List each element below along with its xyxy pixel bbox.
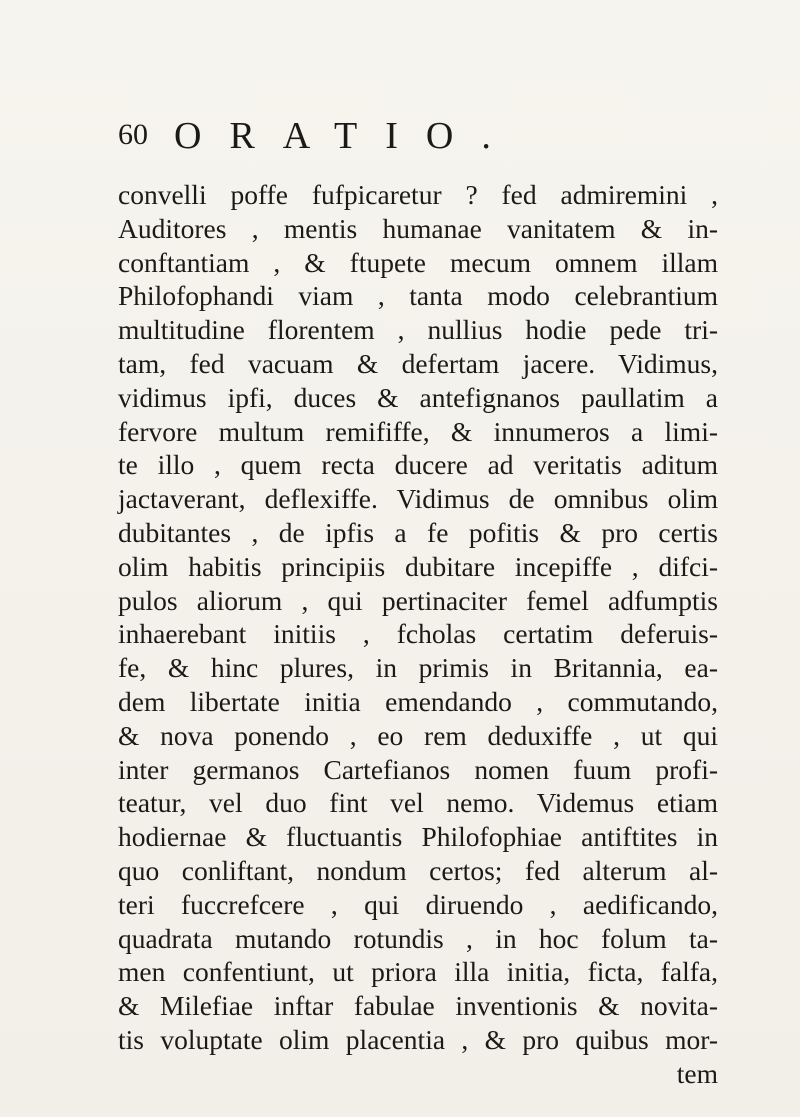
- text-line: quo conliftant, nondum certos; fed alterum al-: [118, 854, 718, 886]
- text-line: & nova ponendo , eo rem deduxiffe , ut qui: [118, 719, 718, 751]
- text-line: te illo , quem recta ducere ad veritatis aditum: [118, 449, 718, 481]
- text-line: olim habitis principiis dubitare incepiffe , difci-: [118, 550, 718, 582]
- text-line: Auditores , mentis humanae vanitatem & in-: [118, 212, 718, 244]
- text-line: convelli poffe fufpicaretur ? fed admiremini ,: [118, 179, 718, 210]
- text-line: dem libertate initia emendando , commutando,: [118, 685, 718, 717]
- text-line: conftantiam , & ftupete mecum omnem illam: [118, 246, 718, 278]
- running-title: ORATIO.: [174, 115, 519, 157]
- catchword: tem: [676, 1057, 718, 1089]
- text-line: fervore multum remififfe, & innumeros a limi-: [118, 415, 718, 447]
- text-line: tam, fed vacuam & defertam jacere. Vidimus,: [118, 347, 718, 379]
- page-header: [118, 114, 718, 162]
- text-line: quadrata mutando rotundis , in hoc folum ta-: [118, 922, 718, 954]
- text-line: Philofophandi viam , tanta modo celebrantium: [118, 280, 718, 312]
- text-line: inhaerebant initiis , fcholas certatim deferuis-: [118, 618, 718, 650]
- text-line: fe, & hinc plures, in primis in Britannia, ea-: [118, 652, 718, 684]
- text-line: hodiernae & fluctuantis Philofophiae antiftites in: [118, 821, 718, 853]
- text-line: tis voluptate olim placentia , & pro quibus mor-: [118, 1023, 718, 1055]
- text-line: teatur, vel duo fint vel nemo. Videmus etiam: [118, 787, 718, 819]
- text-line: jactaverant, deflexiffe. Vidimus de omnibus olim: [118, 483, 718, 515]
- text-line: dubitantes , de ipfis a fe pofitis & pro certis: [118, 516, 718, 548]
- text-line: pulos aliorum , qui pertinaciter femel adfumptis: [118, 584, 718, 616]
- text-line: teri fuccrefcere , qui diruendo , aedificando,: [118, 888, 718, 920]
- text-line: & Milefiae inftar fabulae inventionis & novita-: [118, 990, 718, 1022]
- page-number: 60: [118, 118, 148, 151]
- text-line: multitudine florentem , nullius hodie pede tri-: [118, 314, 718, 346]
- text-line: vidimus ipfi, duces & antefignanos paullatim a: [118, 381, 718, 413]
- body-text: [118, 178, 718, 1091]
- text-line: inter germanos Cartefianos nomen fuum profi-: [118, 753, 718, 785]
- text-line: men confentiunt, ut priora illa initia, ficta, falfa,: [118, 956, 718, 988]
